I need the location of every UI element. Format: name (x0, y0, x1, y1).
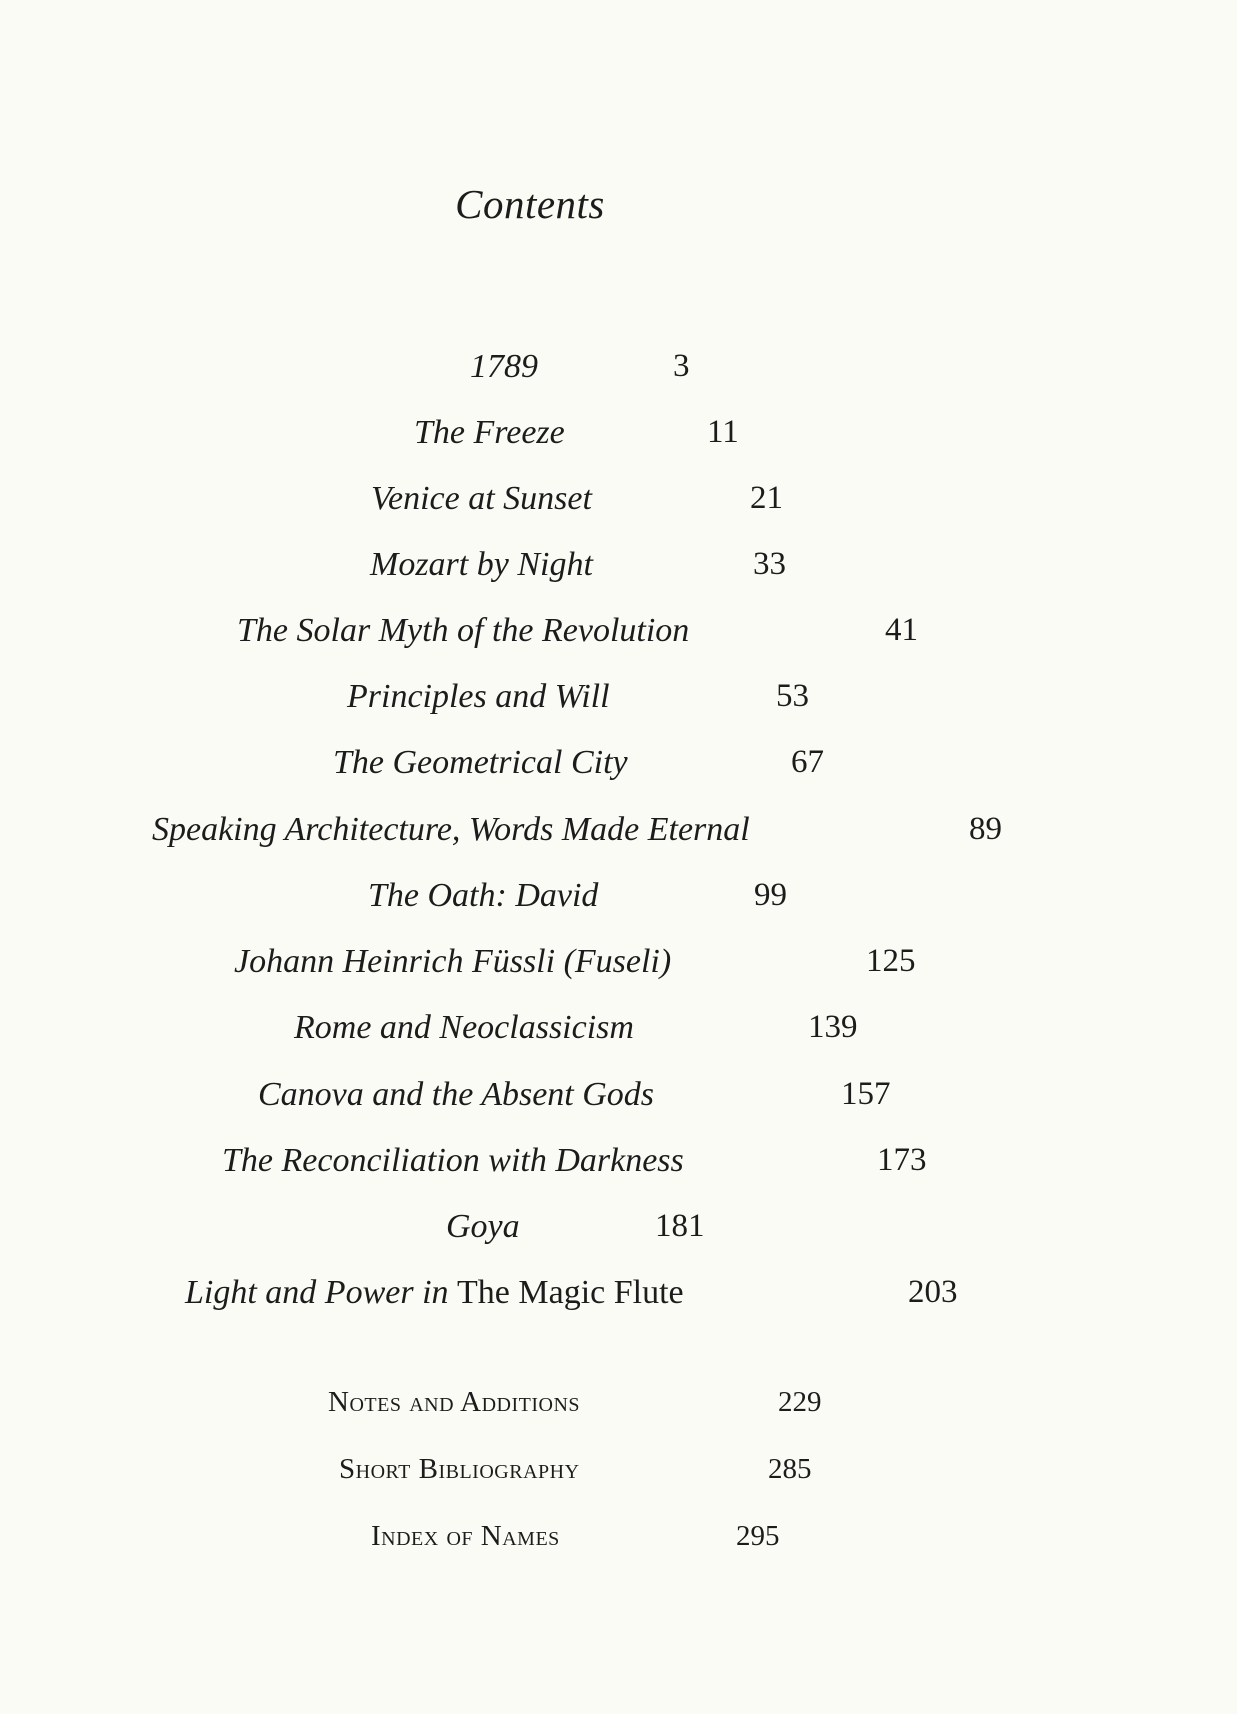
toc-entry (0, 1208, 1237, 1258)
toc-entry-page: 157 (841, 1076, 891, 1112)
toc-entry-page: 89 (969, 811, 1002, 847)
toc-back-entry-title: Index of Names (371, 1520, 560, 1552)
toc-entry-title: The Solar Myth of the Revolution (237, 612, 690, 649)
toc-entry-title: The Freeze (414, 414, 565, 451)
toc-entry-page: 21 (750, 480, 783, 516)
toc-entry-page: 33 (753, 546, 786, 582)
toc-entry (0, 1009, 1237, 1059)
toc-entry-title: Goya (446, 1208, 520, 1245)
toc-entry (0, 348, 1237, 398)
toc-entry-title: Johann Heinrich Füssli (Fuseli) (234, 943, 672, 980)
toc-back-entry-page: 295 (736, 1520, 780, 1552)
toc-entry (0, 480, 1237, 530)
toc-entry (0, 1274, 1237, 1324)
toc-entry-page: 139 (808, 1009, 858, 1045)
toc-entry-page: 99 (754, 877, 787, 913)
toc-entry-title: 1789 (470, 348, 538, 385)
toc-entry-page: 3 (673, 348, 690, 384)
toc-entry (0, 877, 1237, 927)
toc-entry-title (185, 1274, 684, 1312)
toc-entry-title-italic: Light and Power in (185, 1274, 458, 1311)
toc-entry (0, 1076, 1237, 1126)
toc-back-entry-title: Notes and Additions (328, 1386, 581, 1418)
toc-entry-page: 67 (791, 744, 824, 780)
toc-entry-title-roman: The Magic Flute (457, 1274, 684, 1311)
toc-entry-title: The Oath: David (368, 877, 599, 914)
toc-entry (0, 744, 1237, 794)
toc-back-entry-page: 229 (778, 1386, 822, 1418)
toc-entry-page: 173 (877, 1142, 927, 1178)
toc-entry-page: 125 (866, 943, 916, 979)
page-title: Contents (455, 181, 605, 227)
toc-entry (0, 943, 1237, 993)
toc-back-entry-page: 285 (768, 1453, 812, 1485)
toc-entry (0, 1142, 1237, 1192)
toc-entry (0, 811, 1237, 861)
toc-back-entry-title: Short Bibliography (339, 1453, 580, 1485)
toc-entry-title: Venice at Sunset (371, 480, 592, 517)
toc-entry (0, 546, 1237, 596)
toc-entry-title: Principles and Will (347, 678, 610, 715)
toc-entry-title: The Geometrical City (333, 744, 628, 781)
toc-entry-page: 11 (707, 414, 739, 450)
toc-back-entry (0, 1520, 1237, 1570)
toc-entry-title: The Reconciliation with Darkness (222, 1142, 684, 1179)
toc-entry-title: Canova and the Absent Gods (258, 1076, 655, 1113)
toc-entry-page: 181 (655, 1208, 705, 1244)
toc-entry (0, 612, 1237, 662)
toc-entry-title: Rome and Neoclassicism (294, 1009, 634, 1046)
toc-back-entry (0, 1386, 1237, 1436)
toc-entry-title: Mozart by Night (370, 546, 593, 583)
toc-entry (0, 414, 1237, 464)
toc-entry (0, 678, 1237, 728)
toc-back-entry (0, 1453, 1237, 1503)
toc-entry-page: 53 (776, 678, 809, 714)
toc-entry-page: 41 (885, 612, 918, 648)
toc-entry-title: Speaking Architecture, Words Made Eternal (152, 811, 750, 848)
toc-entry-page: 203 (908, 1274, 958, 1310)
